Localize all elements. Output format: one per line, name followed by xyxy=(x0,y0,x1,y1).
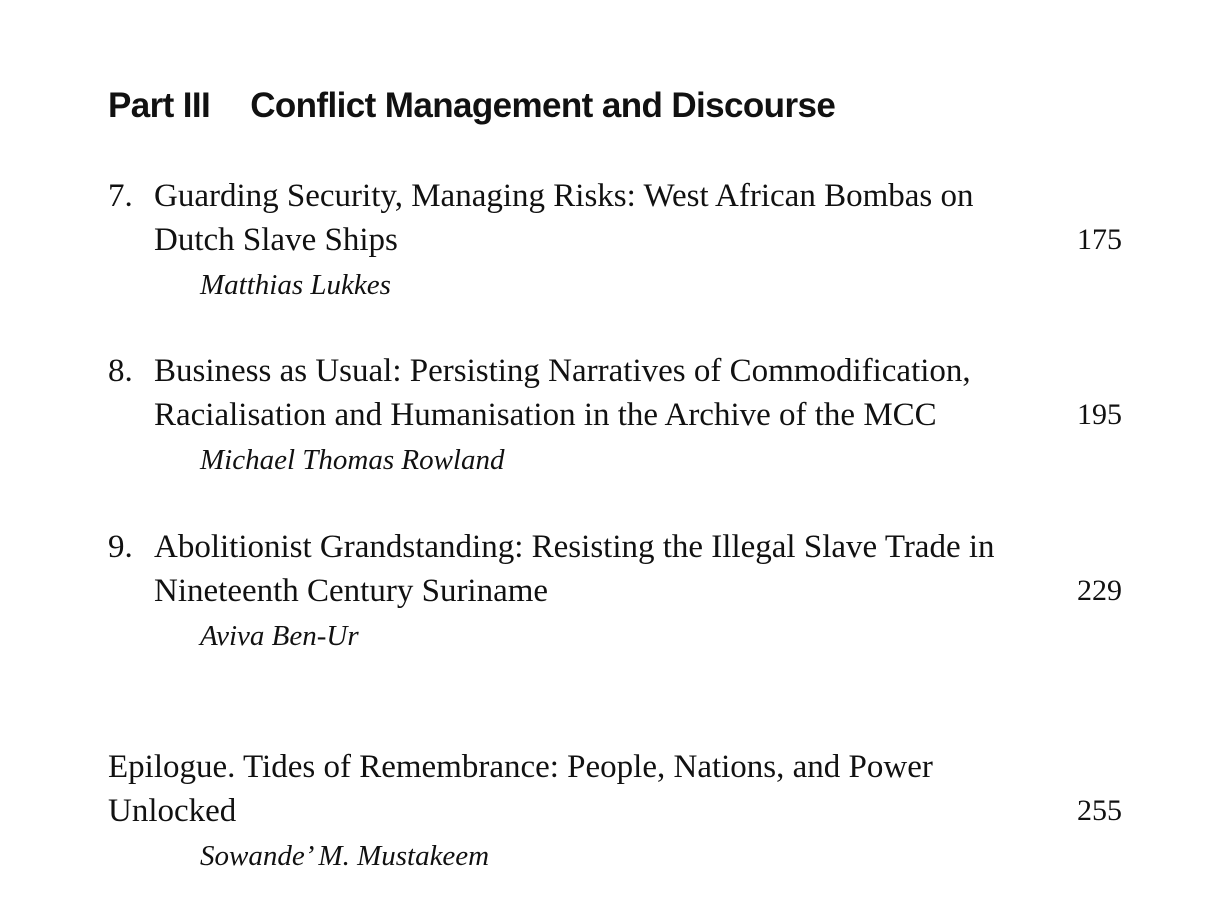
entry-title-row xyxy=(108,525,1122,613)
chapter-author: Aviva Ben-Ur xyxy=(200,620,359,652)
entry-title-row xyxy=(108,349,1122,437)
chapter-title[interactable]: Guarding Security, Managing Risks: West African Bombas on Dutch Slave Ships xyxy=(154,178,974,258)
toc-entry-chapter-8[interactable] xyxy=(108,349,1122,482)
chapter-author: Michael Thomas Rowland xyxy=(200,444,505,476)
chapter-title[interactable]: Business as Usual: Persisting Narratives of Commodification, Racialisation and Humanisation in the Archive of the MCC xyxy=(154,353,971,433)
chapter-number: 9. xyxy=(108,529,133,565)
page-number: 195 xyxy=(1077,398,1122,431)
part-title: Conflict Management and Discourse xyxy=(250,86,836,125)
toc-entry-chapter-7[interactable] xyxy=(108,174,1122,307)
part-label: Part III xyxy=(108,86,211,125)
chapter-number: 7. xyxy=(108,178,133,214)
page-number: 175 xyxy=(1077,223,1122,256)
toc-entry-chapter-9[interactable] xyxy=(108,525,1122,658)
toc-entry-epilogue[interactable] xyxy=(108,745,1122,878)
page-number: 229 xyxy=(1077,574,1122,607)
entry-title-row xyxy=(108,745,1122,833)
page-number: 255 xyxy=(1077,794,1122,827)
chapter-title[interactable]: Abolitionist Grandstanding: Resisting the Illegal Slave Trade in Nineteenth Century Suriname xyxy=(154,529,995,609)
part-heading xyxy=(108,84,835,128)
epilogue-title[interactable]: Epilogue. Tides of Remembrance: People, Nations, and Power Unlocked xyxy=(108,749,933,829)
chapter-number: 8. xyxy=(108,353,133,389)
chapter-author: Matthias Lukkes xyxy=(200,269,391,301)
entry-title-row xyxy=(108,174,1122,262)
epilogue-author: Sowande’ M. Mustakeem xyxy=(200,840,490,872)
